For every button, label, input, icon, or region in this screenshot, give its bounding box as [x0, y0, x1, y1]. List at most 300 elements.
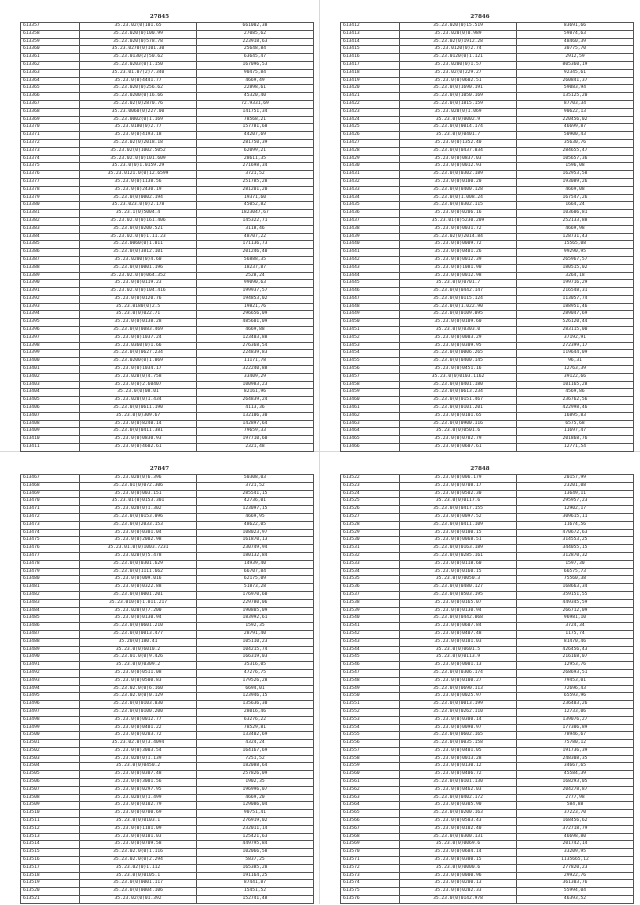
table-row — [21, 779, 314, 787]
code-cell: 35.23.0(0)0830.93 — [80, 436, 197, 444]
amount-cell: 90751,41 — [197, 810, 314, 818]
amount-cell: 661002,38 — [197, 23, 314, 31]
amount-cell: 266712,09 — [517, 607, 634, 615]
account-cell: 613570 — [341, 849, 400, 857]
table-row — [341, 584, 634, 592]
table-row — [21, 857, 314, 865]
amount-cell: 4669,08 — [517, 186, 634, 194]
amount-cell: 28016,46 — [197, 708, 314, 716]
account-cell: 613492 — [21, 669, 80, 677]
table-row — [21, 381, 314, 389]
amount-cell: 56888,35 — [197, 256, 314, 264]
account-cell: 613459 — [341, 389, 400, 397]
table-row — [341, 93, 634, 101]
account-cell: 613450 — [341, 319, 400, 327]
code-cell: 35.23.0(0)1352.40 — [400, 139, 517, 147]
account-cell: 613367 — [21, 100, 80, 108]
account-cell: 613547 — [341, 669, 400, 677]
account-cell: 613496 — [21, 701, 80, 709]
code-cell: 35.23.0(0)0322.88 — [80, 584, 197, 592]
amount-cell: 33209,95 — [517, 849, 634, 857]
account-cell: 613509 — [21, 802, 80, 810]
table-row — [21, 288, 314, 296]
table-row — [341, 724, 634, 732]
account-cell: 613398 — [21, 342, 80, 350]
code-cell: 35.23.0(0)0101.03 — [400, 638, 517, 646]
account-cell: 613486 — [21, 623, 80, 631]
account-cell: 613530 — [341, 537, 400, 545]
table-row — [341, 529, 634, 537]
account-cell: 613560 — [341, 771, 400, 779]
table-row — [21, 833, 314, 841]
account-cell: 613479 — [21, 568, 80, 576]
code-cell: 35.23.0002(0)1.169 — [80, 116, 197, 124]
account-cell: 613380 — [21, 202, 80, 210]
account-cell: 613449 — [341, 311, 400, 319]
account-cell: 613572 — [341, 864, 400, 872]
account-cell: 613494 — [21, 685, 80, 693]
table-row — [341, 654, 634, 662]
amount-cell: 78946,67 — [517, 732, 634, 740]
code-cell: 35.23.0(0)0442.068 — [400, 615, 517, 623]
code-cell: 35.23.020(0)15.519 — [400, 23, 517, 31]
amount-cell: 46699,87 — [517, 124, 634, 132]
table-row — [341, 69, 634, 77]
table-row — [341, 864, 634, 872]
account-cell: 613523 — [341, 482, 400, 490]
code-cell: 35.23.0(0)0501.6 — [400, 428, 517, 436]
amount-cell: 63276,22 — [197, 716, 314, 724]
code-cell: 35.23.0(0)0503.43 — [400, 818, 517, 826]
code-cell: 35.23.0(0)003.151 — [80, 490, 197, 498]
amount-cell: 162953,58 — [517, 171, 634, 179]
code-cell: 35.23.02(0)229.27 — [400, 69, 517, 77]
amount-cell: 179526,28 — [197, 677, 314, 685]
amount-cell: 12953,76 — [517, 662, 634, 670]
code-cell: 35.23.0(0)0401.26 — [400, 249, 517, 257]
code-cell: 35.23.0(0)0709.58 — [80, 841, 197, 849]
amount-cell: 50900,43 — [517, 132, 634, 140]
amount-cell: 4669,98 — [517, 225, 634, 233]
amount-cell: 3721,52 — [197, 482, 314, 490]
code-cell: 35.23.02.0(0)0.129 — [80, 693, 197, 701]
code-cell: 35.23.0(0)2430.19 — [80, 186, 197, 194]
account-cell: 613392 — [21, 295, 80, 303]
table-row — [341, 77, 634, 85]
account-cell: 613464 — [341, 428, 400, 436]
table-row — [21, 194, 314, 202]
table-row — [341, 327, 634, 335]
account-cell: 613536 — [341, 584, 400, 592]
table-row — [341, 638, 634, 646]
code-cell: 35.23.02(0)2014.84 — [400, 233, 517, 241]
account-cell: 613484 — [21, 607, 80, 615]
code-cell: 35.23.01.07(2)7.340 — [80, 69, 197, 77]
table-row — [341, 568, 634, 576]
amount-cell: 161870,13 — [197, 537, 314, 545]
code-cell: 35.23.0(0)0309.95 — [400, 342, 517, 350]
code-cell: 35.23.02.0(0)161.406 — [80, 217, 197, 225]
account-cell: 613372 — [21, 139, 80, 147]
code-cell: 35.23.0(0)0451.16 — [400, 366, 517, 374]
amount-cell: 196996,07 — [197, 786, 314, 794]
table-row — [341, 30, 634, 38]
amount-cell: 51873,28 — [197, 584, 314, 592]
amount-cell: 50308,03 — [197, 475, 314, 483]
account-cell: 613546 — [341, 662, 400, 670]
table-row — [21, 428, 314, 436]
account-cell: 613504 — [21, 763, 80, 771]
amount-cell: 1592,35 — [197, 623, 314, 631]
code-cell: 35.23.0(0)0101.03 — [80, 833, 197, 841]
code-cell: 35.23.020(0)1.302 — [80, 506, 197, 514]
code-cell: 35.23.0(0)0300.131 — [400, 833, 517, 841]
code-cell: 35.23.0(0)0400.128 — [400, 186, 517, 194]
amount-cell: 62099,21 — [197, 147, 314, 155]
code-cell: 35.23.0(0)0500.83 — [80, 677, 197, 685]
account-cell: 613539 — [341, 607, 400, 615]
amount-cell: 224839,83 — [197, 350, 314, 358]
table-row — [21, 202, 314, 210]
code-cell: 35.23.0(0)0900.116 — [400, 420, 517, 428]
account-cell: 613541 — [341, 623, 400, 631]
code-cell: 35.23.0(0)0001.13 — [400, 662, 517, 670]
amount-cell: 123946,15 — [197, 693, 314, 701]
table-row — [21, 841, 314, 849]
amount-cell: 470672,63 — [517, 529, 634, 537]
account-cell: 613503 — [21, 755, 80, 763]
table-row — [341, 202, 634, 210]
code-cell: 35.23.0(0)1081.90 — [400, 264, 517, 272]
table-row — [341, 872, 634, 880]
amount-cell: 4324,24 — [197, 740, 314, 748]
amount-cell: 322240,88 — [197, 366, 314, 374]
table-row — [341, 163, 634, 171]
table-row — [341, 46, 634, 54]
account-cell: 613544 — [341, 646, 400, 654]
code-cell: 35.23.0(0)0411.381 — [80, 428, 197, 436]
amount-cell: 90475,84 — [197, 69, 314, 77]
table-row — [21, 225, 314, 233]
amount-cell: 12763,39 — [517, 366, 634, 374]
code-cell: 35.23.0(0)0400.145 — [400, 358, 517, 366]
table-row — [341, 436, 634, 444]
table-row — [341, 857, 634, 865]
code-cell: 35.23.0(0)0611.190 — [80, 405, 197, 413]
amount-cell: 166319,03 — [197, 654, 314, 662]
account-cell: 613514 — [21, 841, 80, 849]
table-row — [21, 61, 314, 69]
ledger-table — [340, 22, 634, 452]
code-cell: 35.23.0(0)2.60407 — [80, 381, 197, 389]
code-cell: 35.23.0(0)0119.23 — [80, 280, 197, 288]
account-cell: 613559 — [341, 763, 400, 771]
code-cell: 35.23.0(0)0202.33 — [400, 888, 517, 896]
table-row — [21, 334, 314, 342]
amount-cell: 62175,09 — [197, 576, 314, 584]
table-row — [341, 147, 634, 155]
account-cell: 613502 — [21, 747, 80, 755]
account-cell: 613364 — [21, 77, 80, 85]
code-cell: 35.23.0(0)0151.467 — [400, 397, 517, 405]
amount-cell: 165385,28 — [197, 864, 314, 872]
amount-cell: 296656,09 — [197, 311, 314, 319]
code-cell: 35.23.0(0)0300.14 — [400, 716, 517, 724]
table-row — [341, 521, 634, 529]
code-cell: 35.23.0(0)1690.191 — [400, 85, 517, 93]
table-row — [21, 825, 314, 833]
amount-cell: 22898,61 — [197, 85, 314, 93]
amount-cell: 152741,48 — [197, 896, 314, 904]
table-row — [21, 241, 314, 249]
account-cell: 613441 — [341, 249, 400, 257]
amount-cell: 12733,06 — [517, 708, 634, 716]
account-cell: 613477 — [21, 552, 80, 560]
amount-cell: 168293,05 — [517, 779, 634, 787]
amount-cell: 48460,39 — [517, 38, 634, 46]
code-cell: 35.23.0(0)3003.54 — [80, 747, 197, 755]
code-cell: 35.23.0(0)0708.17 — [400, 482, 517, 490]
account-cell: 613436 — [341, 210, 400, 218]
code-cell: 35.23.0(0)0102.40 — [400, 825, 517, 833]
account-cell: 613414 — [341, 38, 400, 46]
code-cell: 35.23.0(0)0013.28 — [400, 755, 517, 763]
account-cell: 613488 — [21, 638, 80, 646]
account-cell: 613403 — [21, 381, 80, 389]
amount-cell: 45584,39 — [517, 771, 634, 779]
table-row — [341, 763, 634, 771]
table-row — [341, 576, 634, 584]
code-cell: 35.23.02.0(0)1.116 — [80, 849, 197, 857]
amount-cell: 359151,55 — [517, 591, 634, 599]
account-cell: 613418 — [341, 69, 400, 77]
table-row — [21, 615, 314, 623]
table-row — [21, 93, 314, 101]
table-row — [21, 280, 314, 288]
table-row — [341, 249, 634, 257]
code-cell: 35.23.0(0)0401.22 — [80, 724, 197, 732]
amount-cell: 96,31 — [517, 358, 634, 366]
amount-cell: 2912,59 — [517, 54, 634, 62]
table-row — [341, 896, 634, 904]
code-cell: 35.23.0(0)0301.04 — [80, 529, 197, 537]
code-cell: 35.23.0(0)006.179 — [400, 475, 517, 483]
table-row — [21, 545, 314, 553]
code-cell: 35.23.0(0)0302.189 — [400, 171, 517, 179]
account-cell: 613412 — [341, 23, 400, 31]
table-row — [21, 771, 314, 779]
account-cell: 613379 — [21, 194, 80, 202]
account-cell: 613562 — [341, 786, 400, 794]
code-cell: 35.23.0(0)0090.97 — [400, 724, 517, 732]
code-cell: 35.23.0(0)0163.189 — [400, 545, 517, 553]
code-cell: 35.23.0(0)0401.180 — [400, 381, 517, 389]
amount-cell: 28791,40 — [197, 630, 314, 638]
code-cell: 35.23.0(0)0002.9 — [400, 116, 517, 124]
table-row — [21, 295, 314, 303]
code-cell: 35.23.0(0)0013.199 — [400, 701, 517, 709]
account-cell: 613501 — [21, 740, 80, 748]
account-cell: 613420 — [341, 85, 400, 93]
code-cell: 35.23.020(0)4.758 — [80, 373, 197, 381]
code-cell: 35.23.0(0)0014.174 — [400, 124, 517, 132]
amount-cell: 268693,51 — [517, 669, 634, 677]
table-row — [341, 716, 634, 724]
account-cell: 613444 — [341, 272, 400, 280]
table-row — [341, 241, 634, 249]
table-row — [21, 139, 314, 147]
code-cell: 35.23.0(0)0000.6 — [400, 864, 517, 872]
code-cell: 35.23.0(0)0105.1 — [80, 872, 197, 880]
account-cell: 613472 — [21, 513, 80, 521]
account-cell: 613482 — [21, 591, 80, 599]
table-row — [341, 272, 634, 280]
amount-cell: 119644,09 — [517, 350, 634, 358]
account-cell: 613507 — [21, 786, 80, 794]
table-row — [21, 794, 314, 802]
table-row — [341, 428, 634, 436]
code-cell: 35.23.0(0)0050.3 — [400, 576, 517, 584]
account-cell: 613490 — [21, 654, 80, 662]
account-cell: 613468 — [21, 482, 80, 490]
code-cell: 35.23.0(0)0262.110 — [400, 708, 517, 716]
code-cell: 35.23.0(0)0607.61 — [400, 444, 517, 452]
code-cell: 35.23.0(0)0200.13 — [400, 880, 517, 888]
table-row — [341, 217, 634, 225]
code-cell: 35.23.0(0)1037.24 — [80, 334, 197, 342]
code-cell: 35.23.02(0)1912.28 — [400, 38, 517, 46]
amount-cell: 3264,18 — [517, 272, 634, 280]
table-row — [341, 358, 634, 366]
account-cell: 613460 — [341, 397, 400, 405]
amount-cell: 12771,54 — [517, 444, 634, 452]
code-cell: 35.23.02(0)1002.5052 — [80, 147, 197, 155]
table-row — [341, 482, 634, 490]
account-cell: 613549 — [341, 685, 400, 693]
account-cell: 613370 — [21, 124, 80, 132]
account-cell: 613487 — [21, 630, 80, 638]
table-row — [341, 139, 634, 147]
amount-cell: 1597,30 — [517, 560, 634, 568]
amount-cell: 30775,70 — [517, 46, 634, 54]
table-row — [341, 303, 634, 311]
amount-cell: 99090,63 — [197, 280, 314, 288]
amount-cell: 42736,01 — [197, 498, 314, 506]
account-cell: 613448 — [341, 303, 400, 311]
amount-cell: 44207,69 — [197, 132, 314, 140]
amount-cell: 3724,34 — [517, 623, 634, 631]
table-row — [341, 264, 634, 272]
table-row — [21, 444, 314, 452]
account-cell: 613535 — [341, 576, 400, 584]
code-cell: 35.23.0(0)0437.034 — [400, 147, 517, 155]
code-cell: 35.23.0(0)4441.77 — [80, 77, 197, 85]
table-row — [341, 389, 634, 397]
table-row — [341, 630, 634, 638]
table-row — [341, 61, 634, 69]
amount-cell: 4569,86 — [517, 389, 634, 397]
account-cell: 613495 — [21, 693, 80, 701]
amount-cell: 236403,26 — [517, 701, 634, 709]
amount-cell: 4669,88 — [197, 327, 314, 335]
amount-cell: 102066,58 — [197, 849, 314, 857]
amount-cell: 295957,23 — [517, 498, 634, 506]
account-cell: 613563 — [341, 794, 400, 802]
amount-cell: 164167,69 — [197, 747, 314, 755]
table-row — [21, 552, 314, 560]
table-row — [21, 217, 314, 225]
account-cell: 613375 — [21, 163, 80, 171]
amount-cell: 2777,98 — [517, 794, 634, 802]
table-row — [21, 303, 314, 311]
amount-cell: 283115,00 — [517, 327, 634, 335]
table-row — [341, 155, 634, 163]
account-cell: 613498 — [21, 716, 80, 724]
amount-cell: 6694,01 — [197, 685, 314, 693]
amount-cell: 37192,91 — [517, 334, 634, 342]
amount-cell: 123403,88 — [197, 334, 314, 342]
table-row — [21, 568, 314, 576]
account-cell: 613528 — [341, 521, 400, 529]
table-row — [21, 147, 314, 155]
table-row — [21, 490, 314, 498]
account-cell: 613473 — [21, 521, 80, 529]
amount-cell: 284655,47 — [517, 147, 634, 155]
account-cell: 613480 — [21, 576, 80, 584]
code-cell: 35.23.0200(0)16.66 — [80, 93, 197, 101]
account-cell: 613443 — [341, 264, 400, 272]
table-row — [341, 475, 634, 483]
code-cell: 35.23.0(0)0297.95 — [80, 786, 197, 794]
amount-cell: 176970,60 — [197, 591, 314, 599]
account-cell: 613429 — [341, 155, 400, 163]
account-cell: 613446 — [341, 288, 400, 296]
account-cell: 613368 — [21, 108, 80, 116]
page-title: 27845 — [149, 14, 170, 20]
table-row — [341, 397, 634, 405]
code-cell: 35.23.0(0)0103.1 — [80, 818, 197, 826]
account-cell: 613558 — [341, 755, 400, 763]
amount-cell: 312870,32 — [517, 552, 634, 560]
table-row — [21, 896, 314, 904]
code-cell: 35.23.0(0)0102.79 — [80, 802, 197, 810]
amount-cell: 449795,84 — [197, 841, 314, 849]
account-cell: 613531 — [341, 545, 400, 553]
code-cell: 35.23.0(0)0068.51 — [400, 537, 517, 545]
amount-cell: 139076,27 — [517, 716, 634, 724]
amount-cell: 264839,24 — [197, 397, 314, 405]
account-cell: 613542 — [341, 630, 400, 638]
account-cell: 613524 — [341, 490, 400, 498]
account-cell: 613489 — [21, 646, 80, 654]
account-cell: 613520 — [21, 888, 80, 896]
code-cell: 35.23.0(0)0103.030 — [80, 701, 197, 709]
account-cell: 613390 — [21, 280, 80, 288]
account-cell: 613565 — [341, 810, 400, 818]
account-cell: 613451 — [341, 327, 400, 335]
ledger-page-4 — [320, 452, 640, 904]
table-row — [341, 412, 634, 420]
code-cell: 35.23.0(0)0502.30 — [400, 490, 517, 498]
code-cell: 35.23.02(0)2870.76 — [80, 100, 197, 108]
table-row — [21, 38, 314, 46]
code-cell: 35.23.0(0)0101.65 — [400, 412, 517, 420]
code-cell: 35.23.02(0)1.112 — [80, 864, 197, 872]
table-row — [21, 701, 314, 709]
account-cell: 613513 — [21, 833, 80, 841]
code-cell: 35.23.0270(0)101.30 — [80, 46, 197, 54]
code-cell: 35.23.0(0)1138.56 — [80, 178, 197, 186]
